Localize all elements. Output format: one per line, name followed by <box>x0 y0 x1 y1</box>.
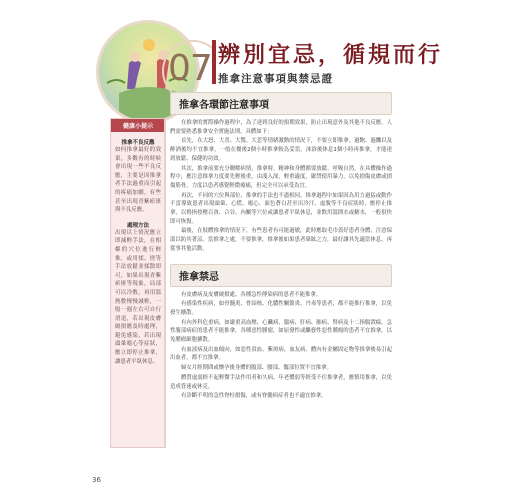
sidebar-subheading-2: 處理方法 <box>126 222 149 229</box>
health-tip-sidebar <box>110 118 166 448</box>
paragraph: 在推拿的實際操作過程中，為了達到良好的預期效果，防止出現意外及其他不良反應，人們需要熟悉推拿安全實施法則，具體如下： <box>170 120 392 135</box>
chapter-number-text: 07 <box>168 48 212 89</box>
paragraph: 有感染性疾病，如骨髓炎、骨結核、化膿性關節炎、丹毒等患者，都不能推行推拿，以免發生擴散。 <box>170 301 392 316</box>
sidebar-text-2: 出現以上情況應立即減輕手法，在相鄰的穴位進行輕推，或用揉、搓等手法放鬆並揉散即可，如果出現青紫瘀斑等現象，局部可以冷敷，再用溫熱敷慢慢減輕，一般一週左右可自行消退，若出現皮膚破損應及時處理，避免感染，若出現頭暈噁心等症狀，應立即停止推拿，讓患者平臥休息。 <box>115 229 161 365</box>
section-contraindications <box>170 264 392 401</box>
paragraph: 體質虛弱經不起輕微手法作用者和久病、年老體弱等經受不住推拿者，應慎用推拿，以免造成昏迷或休克。 <box>170 374 392 390</box>
paragraph: 有診斷不明的急性脊柱損傷，或有脊髓病症者也不適宜推拿。 <box>181 393 327 400</box>
paragraph: 有血液病及出血傾向，如惡性貧血、紫斑病、血友病、體內有金屬固定物等推拿後易引起出血者，都不宜推拿。 <box>170 346 392 362</box>
paragraph: 有內外科危重病，如嚴重高血壓、心臟病、腦病、肝病、肺病、腎病及十二指腸潰瘍、急性腹部病症的患者不能推拿，各種惡性腫瘤，如原發性或繼發性惡性腫瘤的患者不宜推拿，以免腫瘤細胞擴散。 <box>170 319 392 344</box>
paragraph: 婦女月經期間或懷孕後身體的腹部、腰部、髖部位置不宜推拿。 <box>181 365 332 372</box>
sidebar-subheading-1: 推拿不良反應 <box>121 140 155 146</box>
sidebar-heading: 健康小提示 <box>111 119 165 132</box>
paragraph: 最後，在肢體推拿的情況下，有些患者有可能過敏，此時應取毛巾蓋好患者身體，注意保溫以防其著涼。當推拿之處，不要推拿，推拿後如果患者暈眩之力，最好讓其先適當休息，再從事其他活動。 <box>170 228 392 252</box>
sidebar-text-1: 如何推拿最好的效果，多數有的時候會出現一些不良反應，主要是因推拿者手法過重而引起的疼痛加劇，有些甚至出現青紫瘀斑與不良反應。 <box>115 147 161 214</box>
paragraph: 首先，在大怒、大喜、大驚、大悲等情緒激動的情況下，不要立即推拿。過飽、過饑以及醉酒後均不宜推拿，一般在餐後2個小時推拿較為妥當。沐浴後休息1個小時再推拿，才能達到放鬆、保健的功效。 <box>170 138 392 162</box>
page-number: 36 <box>92 476 101 484</box>
chapter-subtitle: 推拿注意事項與禁忌證 <box>218 73 333 85</box>
chapter-title: 辨別宜忌，循規而行 <box>218 42 444 68</box>
main-content <box>170 92 392 411</box>
section-title: 推拿禁忌 <box>170 264 392 287</box>
section-precautions <box>170 92 392 254</box>
paragraph: 其次，推拿前要充分瞭解病情，推拿時，精神和身體都要放鬆，呼吸自然。在具體操作過程中，應注意推拿力度要先輕後重，由淺入深，輕重適度，嚴禁使用暴力，以免損傷皮膚或損傷筋骨，力度以患者感覺輕微痠痛，但完全可以承受為宜。 <box>170 165 392 189</box>
paragraph: 有皮膚病及皮膚破損處、各種急性傳染病的患者不能推拿。 <box>181 291 322 298</box>
title-accent-bar <box>212 40 216 84</box>
section-title: 推拿各環節注意事項 <box>170 92 392 115</box>
chapter-number <box>168 48 218 98</box>
paragraph: 再次，不同的穴位與部位，推拿的手法也不盡相同。推拿過程中如果因為用力過猛或動作不當導致患者出現頭暈、心慌、噁心、面色蒼白甚至出冷汗、虛脫等不良症狀時，應停止推拿，以拇指按壓百會、合谷、內關等穴位或讓患者平臥休息，並飲用溫開水或糖水，一般很快即可恢復。 <box>170 192 392 225</box>
sidebar-divider <box>164 118 165 446</box>
